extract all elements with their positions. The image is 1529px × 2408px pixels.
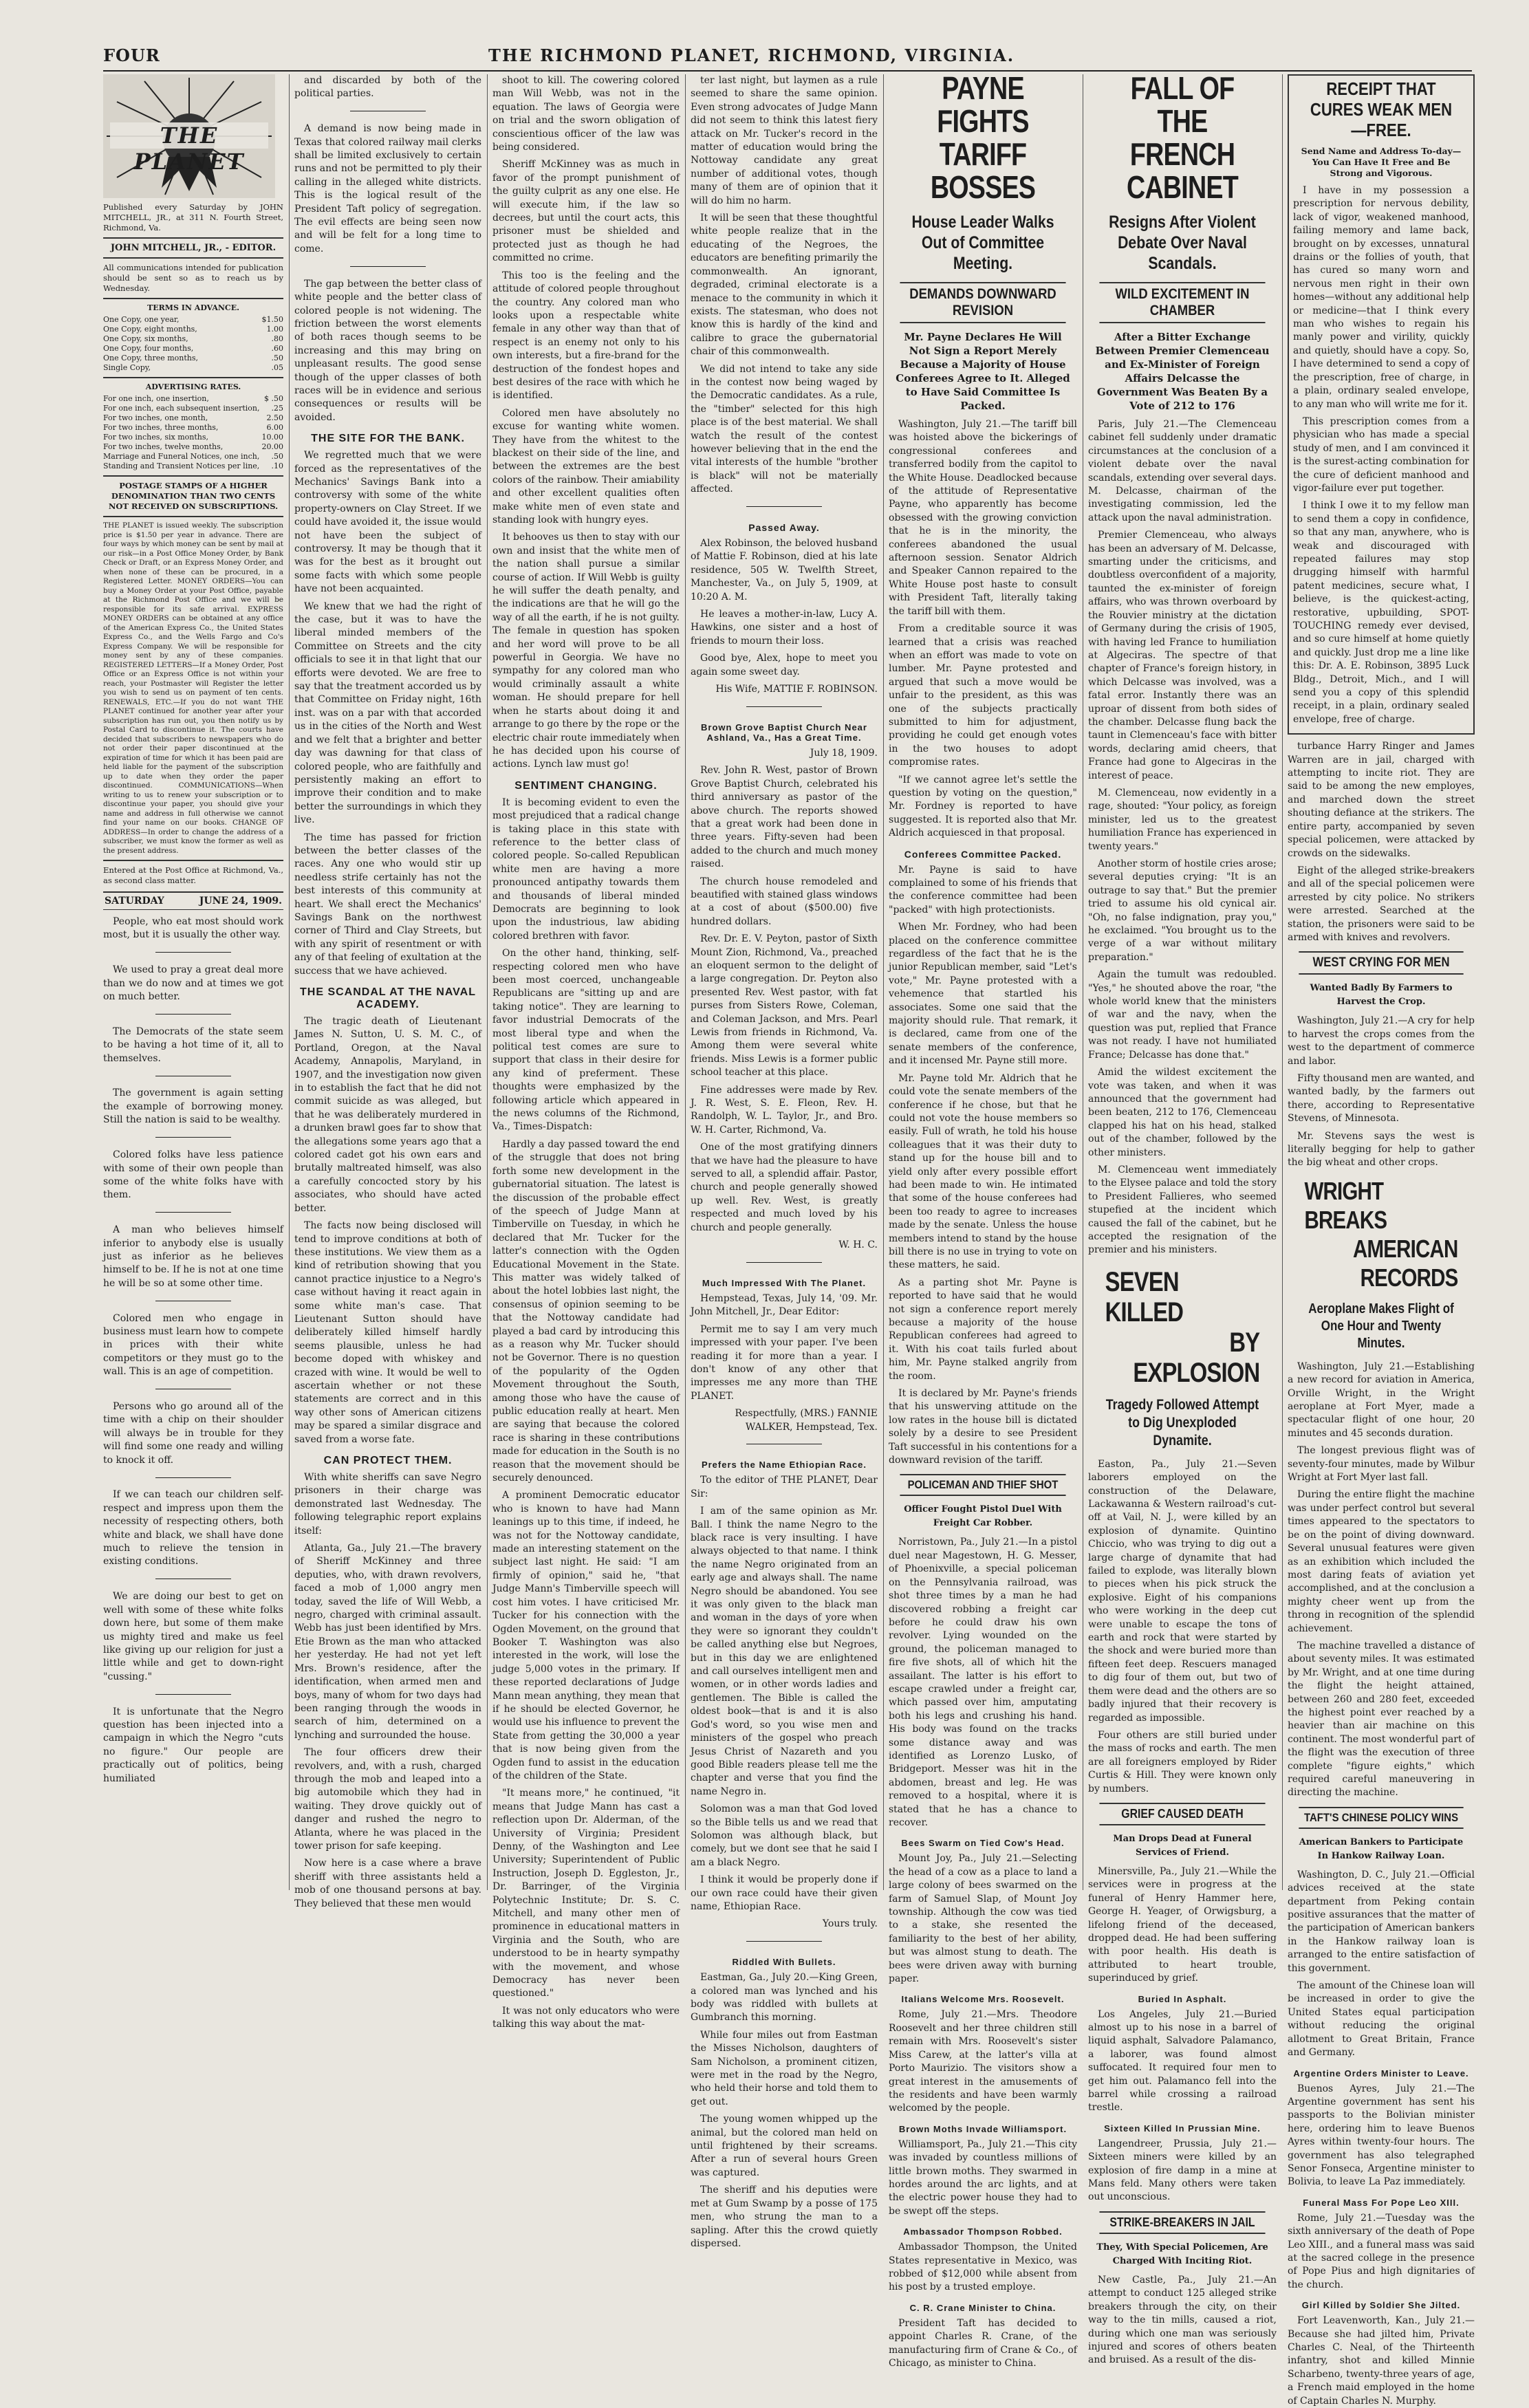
subhead-french: Resigns After Violent Debate Over Naval Scandals.	[1109, 213, 1256, 273]
ads-row: Marriage and Funeral Notices, one inch, .50	[103, 452, 283, 461]
paragraph: With white sheriffs can save Negro prisoners in their charge was demonstrated last Wednesday. The following telegraphic report explains itself:	[294, 1472, 481, 1537]
paragraph: Washington, July 21.—Establishing a new record for aviation in America, Orville Wright, in the Wright aeroplane at Fort Myer, made a spectacular flight of one hour, 20 minutes and 45 seconds duration.	[1288, 1360, 1475, 1439]
paragraph: W. H. C.	[838, 1239, 878, 1251]
terms-row: One Copy, one year, $1.50	[103, 315, 283, 324]
deck-policeman: Officer Fought Pistol Duel With Freight Car Robber.	[904, 1504, 1062, 1529]
headline-moths: Brown Moths Invade Williamsport.	[898, 2123, 1067, 2134]
paragraph: We knew that we had the right of the case, but it was to have the liberal minded members of the Committee on Streets and the city officials to see it in that light that our efforts were devoted. We are free to say that the treatment accorded us by that Committee on Friday night, 16th inst. was on a par with that accorded us in the cities of the North and West and we felt that a brighter and better day was dawning for that class of colored people, who are faithfully and persistently making an effort to improve their condition and to make better the surroundings in which they live.	[294, 600, 481, 826]
logo-lettering: THE PLANET	[133, 122, 245, 175]
headline-wright-breaks: WRIGHT BREAKS	[1304, 1176, 1387, 1234]
paragraph: Fine addresses were made by Rev. J. R. West, S. E. Fleon, Rev. H. Randolph, W. L. Taylor, Jr., and Bro. W. H. Carter, Richmond, Va.	[691, 1084, 878, 1136]
paragraph: To the editor of THE PLANET, Dear Sir:	[691, 1475, 878, 1499]
deck-payne: Mr. Payne Declares He Will Not Sign a Report Merely Because a Majority of House Conferees Agree to It. Alleged to Have Said Committee Is Packed.	[896, 331, 1070, 412]
headline-funeral-mass: Funeral Mass For Pope Leo XIII.	[1303, 2197, 1460, 2208]
paragraph: Washington, July 21.—A cry for help to harvest the crops comes from the west to the department of commerce and labor.	[1288, 1015, 1475, 1067]
headline-passed-away: Passed Away.	[748, 522, 820, 533]
paragraph: Washington, D. C., July 21.—Official advices received at the state department from Peking contain positive assurances that the matter of the participation of American bankers in the Hankow railway loan is arranged to the entire satisfaction of this government.	[1288, 1869, 1475, 1974]
column-rule	[487, 74, 488, 1890]
brief-paragraph: Colored men who engage in business must learn how to compete in prices with their white competitors or they must go to the wall. This is an age of competition.	[103, 1312, 283, 1378]
headline-payne: PAYNE FIGHTS TARIFF BOSSES	[930, 70, 1036, 205]
paragraph: shoot to kill. The cowering colored man Will Webb, was not in the equation. The laws of Georgia were on trial and the sworn obligation of conscientious officer of the law was being considered.	[492, 75, 680, 153]
paragraph: Norristown, Pa., July 21.—In a pistol duel near Magestown, H. G. Messer, of Phoenixville, a special policeman on the Pennsylvania railroad, was shot three times by a man he had discovered robbing a freight car before he could draw his own revolver. Lying wounded on the ground, the policeman managed to fire five shots, all of which hit the assailant. The latter is his effort to escape crawled under a freight car, which passed over him, amputating both his legs and crushing his hand. His body was found on the tracks some distance away and was identified as Lorenzo Lusko, of Bridgeport. Messer was hit in the abdomen, breast and leg. He was removed to a hospital, where it is stated that he has a chance to recover.	[889, 1537, 1077, 1828]
paragraph: It will be seen that these thoughtful white people realize that in the educating of the Negroes, the educators are benefiting primarily the commonwealth. An ignorant, degraded, criminal electorate is a menace to the community in which it exists. The statesman, who does not know this is hardly of the kind and calibre to grace the gubernatorial chair of this commonwealth.	[691, 213, 878, 358]
paragraph: Easton, Pa., July 21.—Seven laborers employed on the construction of the Delaware, Lackawanna & Western railroad's cut-off at Vail, N. J., were killed by an explosion of dynamite. Quintino Chiccio, who was trying to dig out a large charge of dynamite that had failed to explode, was literally blown to pieces when his pick struck the explosive. Eight of his companions who were working in the deep cut were unable to escape the tons of earth and rock that were started by the shock and were buried more than fifteen feet deep. Rescuers managed to dig four of them out, but two of them were dead and the others are so badly injured that their recovery is regarded as impossible.	[1088, 1458, 1277, 1724]
paragraph: As a parting shot Mr. Payne is reported to have said that he would not sign a conference report merely because a majority of the house Republican conferees had agreed to it. With his coat tails furled about him, Mr. Payne stalked angrily from the room.	[889, 1277, 1077, 1382]
paragraph: Alex Robinson, the beloved husband of Mattie F. Robinson, died at his late residence, 505 W. Twelfth Street, Manchester, Va., on July 5, 1909, at 10:20 A. M.	[691, 538, 878, 603]
paragraph: He leaves a mother-in-law, Lucy A. Hawkins, one sister and a host of friends to mourn their loss.	[691, 609, 878, 647]
headline-naval-scandal: THE SCANDAL AT THE NAVAL ACADEMY.	[300, 986, 476, 1010]
paragraph: From a creditable source it was learned that a crisis was reached when an effort was made to vote on lumber. Mr. Payne protested and argued that such a move would be unfair to the president, as this was one of the subjects practically submitted to him for adjustment, providing he could get enough votes in the two houses to adopt compromise rates.	[889, 623, 1077, 768]
paragraph: Yours truly.	[822, 1918, 878, 1930]
bar-payne: DEMANDS DOWNWARD REVISION	[900, 282, 1065, 323]
brief-paragraph: People, who eat most should work most, but it is usually the other way.	[103, 916, 283, 941]
deck-french: After a Bitter Exchange Between Premier Clemenceau and Ex-Minister of Foreign Affairs Delcasse the Government Was Beaten By a Vote of 212 to 176	[1095, 331, 1270, 412]
paragraph: I think it would be properly done if our own race could have their given name, Ethiopian Race.	[691, 1874, 878, 1912]
paragraph: Rev. Dr. E. V. Peyton, pastor of Sixth Mount Zion, Richmond, Va., preached an eloquent sermon to the delight of a large congregation. Dr. Peyton also presented Rev. West pastor, with fat purses from Sisters Rowe, Coleman, and Coleman Jackson, and Mrs. Pearl Lewis from friends in Richmond, Va. Among them were several white friends. Miss Lewis is a former public school teacher at this place.	[691, 933, 878, 1078]
headline-seven-killed: SEVEN KILLED	[1105, 1266, 1184, 1327]
paragraph: Mr. Payne is said to have complained to some of his friends that the conference committee had been "packed" with high protectionists.	[889, 864, 1077, 915]
paragraph: The sheriff and his deputies were met at Gum Swamp by a posse of 175 men, who strung the man to a sapling. After this the crowd quietly dispersed.	[691, 2184, 878, 2249]
paragraph: The amount of the Chinese loan will be increased in order to give the United States equal participation without reducing the original allotment to Great Britain, France and Germany.	[1288, 1980, 1475, 2059]
column-rule	[1282, 74, 1283, 1890]
brief-paragraph: Persons who go around all of the time with a chip on their shoulder will always be in trouble for they will find some one ready and willing to knock it off.	[103, 1401, 283, 1466]
paragraph: The gap between the better class of white people and the better class of colored people is not widening. The friction between the worst elements of both races though seems to be increasing and this may bring on unpleasant results. The good sense though of the upper classes of both races will be in evidence and serious consequences or results will be avoided.	[294, 278, 481, 423]
brief-paragraph: The Democrats of the state seem to be having a hot time of it, all to themselves.	[103, 1026, 283, 1064]
paragraph: M. Clemenceau went immediately to the Elysee palace and told the story to President Fallieres, who seemed stupefied at the incident which caused the fall of the cabinet, but he accepted the resignation of the premier and his ministers.	[1088, 1164, 1277, 1256]
headline-conferees: Conferees Committee Packed.	[904, 848, 1062, 860]
subhead-explosion: Tragedy Followed Attempt to Dig Unexploded Dynamite.	[1105, 1396, 1259, 1449]
subhead-aeroplane: Aeroplane Makes Flight of One Hour and Twenty Minutes.	[1308, 1301, 1454, 1351]
headline-argentine: Argentine Orders Minister to Leave.	[1293, 2068, 1469, 2079]
issue-date-line	[103, 891, 283, 910]
paragraph: Permit me to say I am very much impressed with your paper. I've been reading it for more than a year. I don't know of any other that impresses me any more than THE PLANET.	[691, 1323, 878, 1402]
headline-crane: C. R. Crane Minister to China.	[909, 2302, 1056, 2313]
paragraph: His Wife, MATTIE F. ROBINSON.	[715, 684, 878, 695]
ads-row: For two inches, three months, 6.00	[103, 423, 283, 432]
headline-italians: Italians Welcome Mrs. Roosevelt.	[901, 1994, 1065, 2005]
paragraph: It was not only educators who were talking this way about the mat-	[492, 2005, 680, 2030]
headline-grief: GRIEF CAUSED DEATH	[1099, 1803, 1265, 1825]
paragraph: I have in my possession a prescription for nervous debility, lack of vigor, weakened manhood, failing memory and lame back, brought on by excesses, unnatural drains or the follies of youth, that has cured so many worn and nervous men right in their own homes—without any additional help or medicine—that I think every man who wishes to regain his manly power and virility, quickly and quietly, should have a copy. So, I have determined to send a copy of the prescription, free of charge, in a plain, ordinary sealed envelope, to any man who will write me for it.	[1293, 185, 1469, 410]
paragraph: Now here is a case where a brave sheriff with three assistants held a mob of one thousand persons at bay. They believed that these men would	[294, 1858, 481, 1909]
paragraph: This prescription comes from a physician who has made a special study of men, and I am convinced it is the surest-acting combination for the cure of deficient manhood and vigor-failure ever put together.	[1293, 415, 1469, 494]
paragraph: On the other hand, thinking, self-respecting colored men who have been most coerced, unchangeable Republicans are "sitting up and are taking notice". They are learning to favor industrial Democrats of the most liberal type and when the political test comes are sure to support that class in their desire for any kind of preferment. These thoughts were emphasized by the following article which appeared in the news columns of the Richmond, Va., Times-Dispatch:	[492, 948, 680, 1133]
paragraph: Williamsport, Pa., July 21.—This city was invaded by countless millions of little brown moths. They swarmed in hordes around the arc lights, and at the electric power house they had to be swept off the steps.	[889, 2138, 1077, 2217]
paragraph: The time has passed for friction between the better classes of the races. Any one who would stir up needless strife certainly has not the best interests of this community at heart. We shall erect the Mechanics' Savings Bank on the northwest corner of Third and Clay Streets, but with any spirit of resentment or with any of that feeling of exultation at the success that we have achieved.	[294, 832, 481, 977]
paragraph: The four officers drew their revolvers, and, with a rush, charged through the mob and leaped into a big automobile which they had in waiting. They drove quickly out of danger and rushed the negro to Atlanta, where he was placed in the tower prison for safe keeping.	[294, 1747, 481, 1852]
paragraph: Langendreer, Prussia, July 21.—Sixteen miners were killed by an explosion of fire damp in a mine at Mans feld. Many others were taken out unconscious.	[1088, 2138, 1277, 2203]
paragraph: The longest previous flight was of seventy-four minutes, made by Wilbur Wright at Fort Myer last fall.	[1288, 1445, 1475, 1484]
paragraph: Amid the wildest excitement the vote was taken, and when it was announced that the government had been beaten, 212 to 176, Clemenceau clapped his hat on his head, stalked out of the chamber, followed by the other ministers.	[1088, 1067, 1277, 1158]
headline-ambassador: Ambassador Thompson Robbed.	[903, 2226, 1063, 2237]
paragraph: President Taft has decided to appoint Charles R. Crane, of the manufacturing firm of Crane & Co., of Chicago, as minister to China.	[889, 2317, 1077, 2369]
brief-paragraph: A man who believes himself inferior to anybody else is usually just as inferior as he believes himself to be. If he is not at one time he will be so at some other time.	[103, 1224, 283, 1289]
paragraph: Sheriff McKinney was as much in favor of the prompt punishment of the guilty culprit as any one else. He will execute him, if the law so decrees, but until the court acts, this prisoner must be shielded and protected just as though he had committed no crime.	[492, 159, 680, 264]
ads-row: For two inches, twelve months, 20.00	[103, 442, 283, 451]
headline-bank-site: THE SITE FOR THE BANK.	[311, 433, 465, 445]
subhead-payne: House Leader Walks Out of Committee Meeting.	[911, 213, 1054, 273]
paragraph: The church house remodeled and beautified with stained glass windows at a cost of about ($500.00) five hundred dollars.	[691, 876, 878, 927]
communications-note: All communications intended for publication should be sent so as to reach us by Wednesday.	[103, 263, 283, 293]
deck-grief: Man Drops Dead at Funeral Services of Friend.	[1113, 1833, 1252, 1858]
editor-line: JOHN MITCHELL, JR., - EDITOR.	[110, 243, 276, 253]
paragraph: The tragic death of Lieutenant James N. Sutton, U. S. M. C., of Portland, Oregon, at the Naval Academy, Annapolis, Maryland, in 1907, and the investigation now given in to establish the fact that he did not commit suicide as was alleged, but that he was deliberately murdered in a drunken brawl goes far to show that the allegations some years ago that a colored cadet got his own ears and brutally maltreated himself, was also a carefully concocted story by his associates, who should have acted better.	[294, 1016, 481, 1214]
column-7	[1288, 74, 1475, 2407]
paragraph: Again the tumult was redoubled. "Yes," he shouted above the roar, "the whole world knew that the ministers of war and the navy, when the question was put, replied that France was not ready. I have not humiliated France; Delcasse has done that."	[1088, 969, 1277, 1061]
deck-chinese-policy: American Bankers to Participate In Hankow Railway Loan.	[1299, 1836, 1464, 1861]
paragraph: Respectfully, (MRS.) FANNIE WALKER, Hempstead, Tex.	[735, 1408, 878, 1433]
headline-riddled: Riddled With Bullets.	[732, 1957, 836, 1968]
paragraph: Hardly a day passed toward the end of the struggle that does not bring forth some new development in the gubernatorial situation. The latest is the discussion of the probable effect of the speech of Judge Mann at Timberville on Tuesday, in which he declared that Mr. Tucker for the latter's connection with the Ogden Educational Movement in the State. This matter was widely talked of about the hotel lobbies last night, the consensus of opinion seeming to be that the Nottoway candidate had played a bad card by introducing this as a reason why Mr. Tucker should not be Governor. There is no question of the popularity of the Ogden Movement throughout the South, among those who have the cause of public education really at heart. Men are saying that because the colored race is sharing in these contributions made for education in the South is no reason that the movement should be securely denounced.	[492, 1138, 680, 1484]
paragraph: The facts now being disclosed will tend to improve conditions at both of these institutions. We view them as a kind of retribution showing that you cannot practice injustice to a Negro's case without having it react again in some white man's case. That Lieutenant Sutton should have deliberately killed himself hardly seems plausible, unless he had become doped with whiskey and crazed with wine. It would be well to ascertain whether or not these statements are correct and in this way other sons of American citizens may be spared a similar disgrace and saved from a worse fate.	[294, 1220, 481, 1445]
issue-day: SATURDAY	[105, 896, 164, 907]
ads-row: For two inches, six months, 10.00	[103, 433, 283, 442]
postage-notice: POSTAGE STAMPS OF A HIGHER DENOMINATION THAN TWO CENTS NOT RECEIVED ON SUBSCRIPTIONS.	[108, 481, 279, 511]
paragraph: Minersville, Pa., July 21.—While the services were in progress at the funeral of Henry Hammer here, George H. Yeager, of Orwigsburg, a lifelong friend of the deceased, dropped dead. He had been suffering with poor health. His death is attributed to heart trouble, superinduced by grief.	[1088, 1865, 1277, 1984]
column-1	[103, 74, 283, 1890]
headline-policeman: POLICEMAN AND THIEF SHOT	[900, 1474, 1065, 1496]
paragraph: Ambassador Thompson, the United States representative in Mexico, was robbed of $12,000 while absent from his post by a trusted employe.	[889, 2242, 1077, 2293]
brief-paragraph: We are doing our best to get on well with some of these white folks down here, but some of them make us mighty tired and make us feel like giving up our religion for just a little while and get to down-right "cussing."	[103, 1591, 283, 1682]
paragraph: Hempstead, Texas, July 14, '09. Mr. John Mitchell, Jr., Dear Editor:	[691, 1292, 878, 1318]
paragraph: Fort Leavenworth, Kan., July 21.—Because she had jilted him, Private Charles C. Neal, of the Thirteenth infantry, shot and killed Minnie Scharbeno, twenty-three years of age, a French maid employed in the home of Captain Charles N. Murphy.	[1288, 2315, 1475, 2407]
paragraph: Colored men have absolutely no excuse for wanting white women. They have from the whitest to the blackest on their side of the line, and between the extremes are the best colors of the rainbow. Their amiability and other excellent qualities often make white men of even state and standing look with hungry eyes.	[492, 407, 680, 525]
paragraph: Mr. Stevens says the west is literally begging for help to gather the big wheat and other crops.	[1288, 1130, 1475, 1169]
headline-bees: Bees Swarm on Tied Cow's Head.	[901, 1838, 1065, 1849]
paragraph: July 18, 1909.	[810, 747, 878, 759]
paragraph: The machine travelled a distance of about seventy miles. It was estimated by Mr. Wright, and at one time during the flight the height attained, between 260 and 280 feet, exceeded the highest point ever reached by a heavier than air machine on this continent. The most wonderful part of the flight was the execution of three complete "figure eights," which required careful maneuvering in directing the machine.	[1288, 1640, 1475, 1799]
issue-date: JUNE 24, 1909.	[199, 896, 282, 907]
headline-american-records: AMERICAN RECORDS	[1353, 1234, 1458, 1292]
paragraph: While four miles out from Eastman the Misses Nicholson, daughters of Sam Nicholson, a prominent citizen, were met in the road by the Negro, who held their horse and told them to get out.	[691, 2029, 878, 2107]
brief-paragraph: The government is again setting the example of borrowing money. Still the nation is said to be wealthy.	[103, 1087, 283, 1126]
paragraph: I am of the same opinion as Mr. Ball. I think the name Negro to the black race is very insulting. I have always objected to that name. I think the name Negro originated from an early age and always shall. The name Negro should be abandoned. You see it was only given to the black man and woman in the days of yore when they were so ignorant they couldn't be called anything else but Negroes, but in this day we are enlightened and call ourselves intelligent men and women, or in other words ladies and gentlemen. The Bible is called the oldest book—that is and it is also God's word, so you wise men and ministers of the gospel who preach Jesus Christ of Nazareth and you good Bible readers please tell me the chapter and verse that you find the name Negro in.	[691, 1506, 878, 1797]
bar-french: WILD EXCITEMENT IN CHAMBER	[1099, 282, 1265, 323]
page-number: FOUR	[103, 45, 160, 65]
deck-receipt: Send Name and Address To-day—You Can Have It Free and Be Strong and Vigorous.	[1301, 146, 1462, 178]
column-3	[492, 74, 680, 2030]
paragraph: Los Angeles, July 21.—Buried almost up to his nose in a barrel of liquid asphalt, Salvadore Palamanco, a laborer, was found almost suffocated. It required four men to get him out. Palamanco fell into the barrel while crossing a railroad trestle.	[1088, 2008, 1277, 2114]
terms-row: One Copy, four months, .60	[103, 344, 283, 353]
paragraph: I think I owe it to my fellow man to send them a copy in confidence, so that any man, anywhere, who is weak and discouraged with repeated failures may stop drugging himself with harmful patent medicines, secure what, I believe, is the quickest-acting, restorative, upbuilding, SPOT-TOUCHING remedy ever devised, and so cure himself at home quietly and quickly. Just drop me a line like this: Dr. A. E. Robinson, 3895 Luck Bldg., Detroit, Mich., and I will send you a copy of this splendid receipt, in a plain, ordinary sealed envelope, free of charge.	[1293, 500, 1469, 725]
headline-can-protect: CAN PROTECT THEM.	[323, 1455, 453, 1466]
paragraph: Mount Joy, Pa., July 21.—Selecting the head of a cow as a place to land a large colony of bees swarmed on the farm of Samuel Slap, of Mount Joy township. Although the cow was tied to a stake, she resented the familiarity to the best of her ability, but was almost stung to death. The bees were driven away with burning paper.	[889, 1853, 1077, 1985]
paragraph: This too is the feeling and the attitude of colored people throughout the country. Any colored man who looks upon a respectable white female in any other way than that of respect is an enemy not only to his own interests, but a fire-brand for the destruction of the fondest hopes and best desires of the race with which he is identified.	[492, 270, 680, 402]
ads-heading: ADVERTISING RATES.	[145, 382, 241, 391]
column-rule	[883, 74, 884, 1890]
paragraph: Four others are still buried under the mass of rocks and earth. The men are all foreigners employed by Rider Curtis & Hill. They were known only by numbers.	[1088, 1729, 1277, 1794]
paragraph: New Castle, Pa., July 21.—An attempt to conduct 125 alleged strike breakers through the city, on their way to the tin mills, caused a riot, during which one man was seriously injured and scores of others beaten and bruised. As a result of the dis-	[1088, 2274, 1277, 2366]
ads-table	[103, 394, 283, 471]
masthead: THE RICHMOND PLANET, RICHMOND, VIRGINIA.	[488, 45, 1015, 65]
paragraph: Mr. Payne told Mr. Aldrich that he could vote the senate members of the conference if he chose, but that he could not vote the house members so easily. Full of wrath, he told his house colleagues that it was their duty to stand up for the house bill and to yield only after every possible effort had been made to win. He intimated that some of the house conferees had been too ready to agree to increases made by the senate. Unless the house members intend to stand by the house bill there is no use in trying to vote on these matters, he said.	[889, 1072, 1077, 1271]
paragraph: It is becoming evident to even the most prejudiced that a radical change is taking place in this state with reference to the better class of colored people. So-called Republican white men are having a more pronounced antipathy towards them and thousands of liberal minded Democrats are beginning to look upon the industrious, law abiding colored brethren with favor.	[492, 796, 680, 942]
paragraph: Buenos Ayres, July 21.—The Argentine government has sent his passports to the Bolivian minister here, ordering him to leave Buenos Ayres within twenty-four hours. The government has also telegraphed Senor Fonseca, Argentine minister to Bolivia, to leave La Paz immediately.	[1288, 2083, 1475, 2188]
ads-row: For two inches, one month, 2.50	[103, 413, 283, 422]
headline-west-crying: WEST CRYING FOR MEN	[1299, 951, 1463, 975]
column-2	[294, 74, 481, 1909]
paragraph: Washington, July 21.—The tariff bill was hoisted above the bickerings of congressional conferees and transferred bodily from the capitol to the White House. Deadlocked because of the attitude of Representative Payne, who apparently has become obsessed with the growing conviction that he is in the minority, the conferees abandoned the usual afternoon session. Senator Aldrich and Speaker Cannon repaired to the White House post haste to consult with President Taft, literally taking the tariff bill with them.	[889, 419, 1077, 617]
ads-row: For one inch, each subsequent insertion, .25	[103, 404, 283, 413]
headline-explosion: BY EXPLOSION	[1133, 1327, 1260, 1388]
paragraph: ter last night, but laymen as a rule seemed to share the same opinion. Even strong advocates of Judge Mann did not seem to think this latest fiery attack on Mr. Tucker's record in the matter of education would bring the Nottoway candidate any great number of additional votes, though many of them are of opinion that it will do him no harm.	[691, 75, 878, 206]
terms-row: One Copy, three months, .50	[103, 354, 283, 362]
headline-sentiment: SENTIMENT CHANGING.	[514, 779, 658, 792]
deck-strike-breakers: They, With Special Policemen, Are Charged With Inciting Riot.	[1096, 2242, 1268, 2266]
paragraph: "If we cannot agree let's settle the question by voting on the question," Mr. Fordney is reported to have suggested. It is reported also that Mr. Aldrich acquiesced in that proposal.	[889, 774, 1077, 839]
column-rule	[685, 74, 686, 1890]
headline-ethiopian: Prefers the Name Ethiopian Race.	[701, 1460, 867, 1471]
paragraph: Paris, July 21.—The Clemenceau cabinet fell suddenly under dramatic circumstances at the conclusion of a violent debate over the naval scandals, extending over several days. M. Delcasse, chairman of the investigating commission, led the attack upon the naval administration.	[1088, 419, 1277, 523]
subscription-notices: THE PLANET is issued weekly. The subscription price is $1.50 per year in advance. There are four ways by which money can be sent by mail at our risk—in a Post Office Money Order, by Bank Check or Draft, or an Express Money Order, and when none of these can be procured, in a Registered Letter. MONEY ORDERS—You can buy a Money Order at your Post Office, payable at the Richmond Post Office and we will be responsible for its safe arrival. EXPRESS MONEY ORDERS can be obtained at any office of the American Express Co., the United States Express Co., and the Wells Fargo and Co's Express Company. We will be responsible for money sent by any of these companies. REGISTERED LETTERS—If a Money Order, Post Office or an Express Office is not within your reach, your Postmaster will Register the letter you wish to send us on payment of ten cents. RENEWALS, ETC.—If you do not want THE PLANET continued for another year after your subscription has run out, you then notify us by Postal Card to discontinue it. The courts have decided that subscribers to newspapers who do not order their paper discontinued at the expiration of time for which it has been paid are held liable for the payment of the subscription up to date when they order the paper discontinued. COMMUNICATIONS—When writing to us to renew your subscription or to discontinue your paper, you should give your name and address in full otherwise we cannot find your name on our books. CHANGE OF ADDRESS—In order to change the address of a subscriber, we must know the former as well as the present address.	[103, 521, 284, 855]
terms-row: One Copy, six months, .80	[103, 334, 283, 343]
paragraph: Atlanta, Ga., July 21.—The bravery of Sheriff McKinney and three deputies, who, with drawn revolvers, faced a mob of 1,000 angry men today, saved the life of Will Webb, a negro, charged with criminal assault. Webb has just been identified by Mrs. Etie Brown as the man who attacked her yesterday. He had not yet left Mrs. Brown's residence, after the identification, when armed men and boys, many of whom for two days had been ranging through the woods in search of him, determined on a lynching and surrounded the house.	[294, 1543, 481, 1741]
paragraph: One of the most gratifying dinners that we have had the pleasure to have served to all, a splendid affair. Pastor, church and people generally showed up well. Rev. West, is greatly respected and much loved by his church and people generally.	[691, 1142, 878, 1233]
paragraph: Solomon was a man that God loved so the Bible tells us and we read that Solomon was although black, but comely, but we dont see that he said I am a black Negro.	[691, 1803, 878, 1868]
headline-strike-breakers: STRIKE-BREAKERS IN JAIL	[1099, 2211, 1265, 2234]
headline-girl-killed: Girl Killed by Soldier She Jilted.	[1301, 2300, 1461, 2311]
paragraph: Rev. John R. West, pastor of Brown Grove Baptist Church, celebrated his third anniversary as pastor of the above church. The reports showed that a great work had been done in three years. Fifty-seven had been added to the church and much money raised.	[691, 765, 878, 870]
column-rule	[289, 74, 290, 1890]
terms-row: Single Copy, .05	[103, 363, 283, 372]
editorial-briefs	[103, 915, 283, 1786]
paragraph: Eastman, Ga., July 20.—King Green, a colored man was lynched and his body was riddled with bullets at Gumbranch this morning.	[691, 1972, 878, 2024]
page-header-line	[103, 43, 1472, 72]
terms-heading: TERMS IN ADVANCE.	[147, 303, 239, 312]
brief-paragraph: Colored folks have less patience with some of their own people than some of the white folks have with them.	[103, 1149, 283, 1201]
planet-logo	[103, 74, 275, 198]
headline-prussian-mine: Sixteen Killed In Prussian Mine.	[1104, 2123, 1261, 2134]
paragraph: Premier Clemenceau, who always has been an adversary of M. Delcasse, smarting under the criticisms, and doubtless overconfident of a majority, taunted the ex-minister of foreign affairs, who was thrown overboard by the Rouvier ministry at the dictation of Germany during the crisis of 1905, with having led France to humiliation at Algeciras. The spectre of that chapter of France's foreign history, in which Delcasse was involved, was a fatal error. Instantly there was an uproar of dissent from both sides of the chamber. Delcasse flung back the taunt in Clemenceau's face with bitter words, declaring amid cheers, that France had gone to Algeciras in the interest of peace.	[1088, 530, 1277, 781]
paragraph: It is declared by Mr. Payne's friends that his unswerving attitude on the low rates in the house bill is dictated solely by a desire to see President Taft successful in his contentions for a downward revision of the tariff.	[889, 1388, 1077, 1466]
column-4	[691, 74, 878, 2249]
ads-row: Standing and Transient Notices per line, .10	[103, 462, 283, 470]
headline-asphalt: Buried In Asphalt.	[1138, 1993, 1227, 2004]
paragraph: M. Clemenceau, now evidently in a rage, shouted: "Your policy, as foreign minister, led us to the greatest humiliation France has experienced in twenty years."	[1088, 787, 1277, 852]
paragraph: Good bye, Alex, hope to meet you again some sweet day.	[691, 653, 878, 677]
paragraph: During the entire flight the machine was under perfect control but several times appeared to the spectators to be on the point of diving downward. Several unusual features were given as an exhibition which included the most daring feats of aviation yet accomplished, and at the conclusion a mighty cheer went up from the throng in recognition of the splendid achievement.	[1288, 1489, 1475, 1634]
brief-paragraph: If we can teach our children self-respect and impress upon them the necessity of respecting others, both white and black, we shall have done much to relieve the tension in existing conditions.	[103, 1489, 283, 1568]
paragraph: Rome, July 21.—Tuesday was the sixth anniversary of the death of Pope Leo XIII., and a funeral mass was said at the sacred college in the presence of Pope Pius and high dignitaries of the church.	[1288, 2212, 1475, 2290]
headline-impressed: Much Impressed With The Planet.	[702, 1277, 867, 1288]
paragraph: A prominent Democratic educator who is known to have had Mann leanings up to this time, if indeed, he was not for the Nottoway candidate, made an interesting statement on the subject last night. He said: "I am firmly of opinion," said he, "that Judge Mann's Timberville speech will cost him votes. I have criticised Mr. Tucker for his connection with the Ogden Movement, on the ground that Booker T. Washington was also interested in the work, will lose the judge 5,000 votes in the primary. If these reported declarations of Judge Mann mean anything, they mean that if he should be elected Governor, he would use his influence to prevent the State from getting the 30,000 a year that is now being given from the Ogden fund to assist in the education of the children of the State.	[492, 1490, 680, 1781]
entered-note: Entered at the Post Office at Richmond, Va., as second class matter.	[103, 865, 283, 885]
paragraph: It behooves us then to stay with our own and insist that the white men of the nation shall pursue a similar course of action. If Will Webb is guilty he will suffer the death penalty, and the indications are that he will go the way of all the earth, if he is not guilty. The female in question has spoken and her word will prove to be all powerful in Georgia. We have no sympathy for any colored man who would criminally assault a white woman. He should prepare for hell when he starts about doing it and arrange to go there by the rope or the electric chair route immediately when he has decided upon his course of actions. Lynch law must go!	[492, 532, 680, 770]
terms-row: One Copy, eight months, 1.00	[103, 325, 283, 334]
headline-french-cabinet: FALL OF THE FRENCH CABINET	[1127, 70, 1238, 205]
headline-receipt: RECEIPT THAT CURES WEAK MEN—FREE.	[1310, 78, 1453, 140]
paragraph: Rome, July 21.—Mrs. Theodore Roosevelt and her three children still remain with Mrs. Roosevelt's sister Miss Carew, at the latter's villa at Porto Maurizio. The visitors show a great interest in the amusements of the residents and have been warmly welcomed by the people.	[889, 2009, 1077, 2114]
publisher-line: Published every Saturday by JOHN MITCHELL, JR., at 311 N. Fourth Street, Richmond, Va.	[103, 202, 283, 232]
headline-brown-grove: Brown Grove Baptist Church Near Ashland, Va., Has a Great Time.	[701, 722, 867, 743]
ads-row: For one inch, one insertion, $ .50	[103, 394, 283, 403]
receipt-ad	[1288, 74, 1475, 735]
headline-chinese-policy: TAFT'S CHINESE POLICY WINS	[1299, 1807, 1463, 1829]
paragraph: The young women whipped up the animal, but the colored man held on until frightened by their screams. After a run of several hours Green was captured.	[691, 2114, 878, 2178]
paragraph: and discarded by both of the political parties.	[294, 75, 481, 100]
paragraph: A demand is now being made in Texas that colored railway mail clerks shall be limited exclusively to certain runs and not be permitted to ply their calling in the alleged white districts. This is the logical result of the President Taft policy of segregation. The evil effects are being seen now and will be felt for a long time to come.	[294, 123, 481, 254]
paragraph: turbance Harry Ringer and James Warren are in jail, charged with attempting to incite riot. They are said to be among the new employes, and marched down the street shouting defiance at the strikers. The entire party, accompanied by seven special policemen, were attacked by crowds on the sidewalks.	[1288, 741, 1475, 859]
paragraph: Fifty thousand men are wanted, and wanted badly, by the farmers out there, according to Representative Stevens, of Minnesota.	[1288, 1072, 1475, 1125]
brief-paragraph: We used to pray a great deal more than we do now and at times we got on much better.	[103, 964, 283, 1003]
paragraph: Eight of the alleged strike-breakers and all of the special policemen were arrested by city police. No strikers were arrested. Searched at the station, the prisoners were said to be armed with knives and revolvers.	[1288, 865, 1475, 943]
paragraph: We did not intend to take any side in the contest now being waged by the Democratic candidates. As a rule, the "timber" selected for this high place is of the best material. We shall watch the result of the contest however believing that in the end the vital interests of the humble "brother is black" will not be materially affected.	[691, 363, 878, 495]
brief-paragraph: It is unfortunate that the Negro question has been injected into a campaign in which the Negro "cuts no figure." Our people are practically out of politics, being humiliated	[103, 1706, 283, 1784]
deck-west-crying: Wanted Badly By Farmers to Harvest the Crop.	[1310, 983, 1453, 1008]
paragraph: When Mr. Fordney, who had been placed on the conference committee regardless of the fact that he is the junior Republican member, said "Let's vote," Mr. Payne protested with a vehemence that startled his associates. Some one said that the majority should rule. That remark, it is declared, came from one of the senate members of the conference, and it incensed Mr. Payne still more.	[889, 922, 1077, 1067]
lead-story-right	[1088, 70, 1277, 2366]
paragraph: "It means more," he continued, "it means that Judge Mann has cast a reflection upon Dr. Alderman, of the University of Virginia; President Denny, of the Washington and Lee University; Superintendent of Public Instruction, Joseph D. Eggleston, Jr., Dr. Barringer, of the Virginia Polytechnic Institute; Dr. S. C. Mitchell, and many other men of prominence in educational matters in Virginia and the South, who are understood to be in hearty sympathy with the movement, and whose Democracy has never been questioned."	[492, 1788, 680, 1999]
paragraph: Another storm of hostile cries arose; several deputies crying: "It is an outrage to say that." But the premier tried to assume his old cynical air. "Oh, no false indignation, pray you," he exclaimed. "You brought us to the verge of a war without military preparation."	[1088, 858, 1277, 963]
lead-story-left	[889, 70, 1077, 2369]
paragraph: We regretted much that we were forced as the representatives of the Mechanics' Savings Bank into a controversy with some of the white property-owners on Clay Street. If we could have avoided it, the issue would not have been the subject of controversy. It may be though that it was for the best as it brought out some facts with which some people have not been acquainted.	[294, 450, 481, 595]
terms-table	[103, 315, 283, 373]
